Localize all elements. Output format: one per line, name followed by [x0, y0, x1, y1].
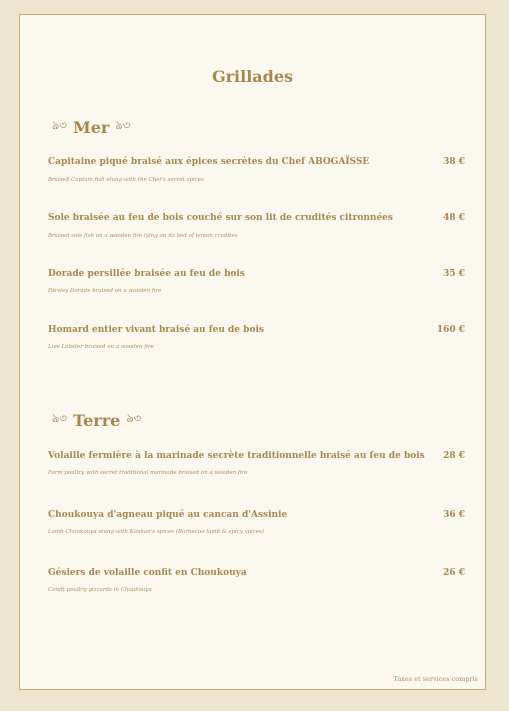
section-header-mer — [52, 117, 130, 137]
menu-item-price: 35 € — [443, 269, 465, 279]
menu-item-desc: Farm poultry with secret traditional marinade braised on a wooden fire — [48, 470, 248, 476]
menu-item-name: Dorade persillée braisée au feu de bois — [48, 269, 245, 279]
ornament-right-icon: ঌ৩ — [126, 411, 142, 425]
menu-item-price: 36 € — [443, 510, 465, 520]
menu-page — [19, 14, 486, 690]
menu-item-name: Sole braisée au feu de bois couché sur son lit de crudités citronnées — [48, 213, 393, 223]
ornament-right-icon: ঌ৩ — [115, 118, 131, 132]
footer-note: Taxes et services compris — [393, 675, 478, 683]
menu-item-desc: Confit poultry gizzards in Choukouya — [48, 587, 152, 593]
section-header-terre — [52, 410, 141, 430]
menu-item-desc: Parsley Dorade braised on a wooden fire — [48, 288, 162, 294]
menu-item-desc: Braised sole fish on a wooden fire lying on its bed of lemon crudites — [48, 233, 238, 239]
ornament-left-icon: ঌ৩ — [52, 411, 68, 425]
menu-item-desc: Braised Captain fish stung with the Chef's secret spices — [48, 177, 204, 183]
menu-item-name: Choukouya d'agneau piqué au cancan d'Assinie — [48, 510, 288, 520]
menu-item-name: Capitaine piqué braisé aux épices secrètes du Chef ABOGAÏSSE — [48, 157, 370, 167]
menu-item-price: 48 € — [443, 213, 465, 223]
ornament-left-icon: ঌ৩ — [52, 118, 68, 132]
menu-item-desc: Live Lobster braised on a wooden fire — [48, 344, 154, 350]
menu-item-price: 38 € — [443, 157, 465, 167]
menu-item-name: Homard entier vivant braisé au feu de bois — [48, 325, 264, 335]
menu-item-name: Volaille fermière à la marinade secrète traditionnelle braisé au feu de bois — [48, 451, 425, 461]
menu-item-desc: Lamb Choukouya stung with Kankan's spices (Barbecue lamb & spicy spices) — [48, 529, 264, 535]
section-title: Mer — [73, 117, 110, 137]
menu-item-price: 26 € — [443, 568, 465, 578]
section-title: Terre — [73, 410, 121, 430]
page-title: Grillades — [211, 67, 294, 86]
menu-item-name: Gésiers de volaille confit en Choukouya — [48, 568, 247, 578]
menu-item-price: 160 € — [436, 325, 465, 335]
menu-item-price: 28 € — [443, 451, 465, 461]
